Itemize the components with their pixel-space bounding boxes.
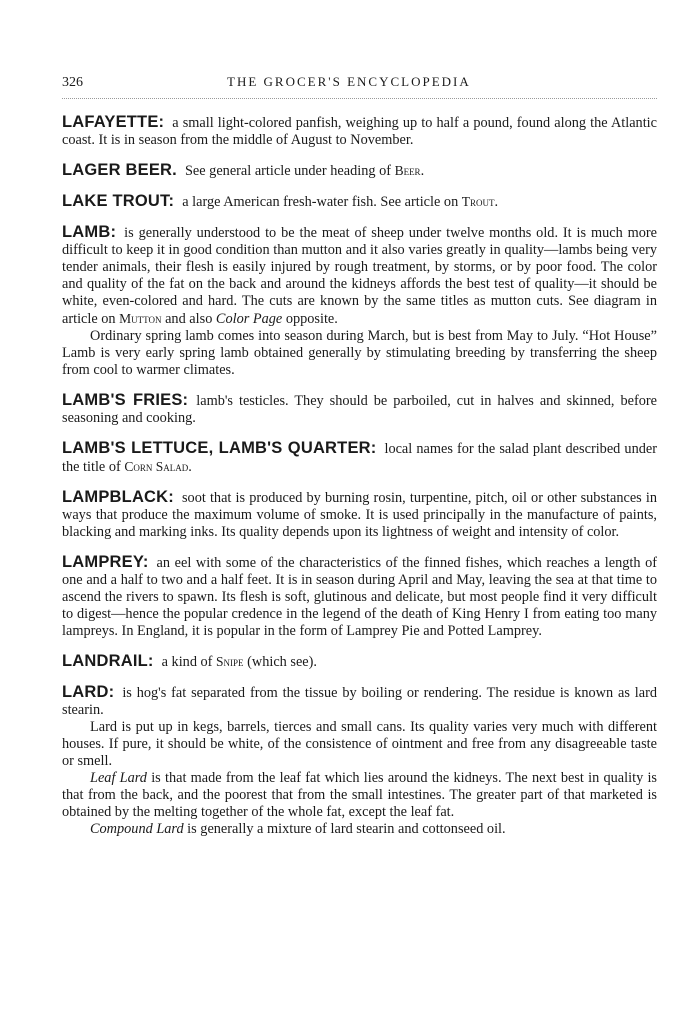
entry-headword: LARD: bbox=[62, 683, 115, 701]
book-page bbox=[62, 74, 657, 851]
book-title: THE GROCER'S ENCYCLOPEDIA bbox=[227, 74, 471, 89]
dictionary-entry bbox=[62, 684, 657, 838]
emphasis-text: Color Page bbox=[215, 311, 283, 327]
body-text: soot that is produced by burning rosin, turpentine, pitch, oil or other substances in ways that produce the maximum volume of smoke. It is used principally in the manufacture of paints, blacking and marking inks. Its quality depends upon its lightness of weight and intensity of color. bbox=[62, 490, 657, 540]
body-text: See general article under heading of bbox=[184, 163, 395, 179]
dictionary-entry bbox=[62, 114, 657, 149]
entry-headword: LAMPREY: bbox=[62, 553, 149, 571]
body-text: is generally understood to be the meat of sheep under twelve months old. It is much more difficult to keep it in good condition than mutton and it also varies greatly in quality—lambs being very tender animals, their flesh is easily injured by rough treatment, by storms, or by poor food. The color and quality of the fat on the back and around the kidneys affords the best test of quality—it should be white, even-colored and hard. The cuts are known by the same titles as mutton cuts. See diagram in article on bbox=[62, 225, 657, 327]
body-text: Ordinary spring lamb comes into season during March, but is best from May to July. “Hot House” Lamb is very early spring lamb obtained generally by stimulating breeding by transferring the sheep from cool to warmer climates. bbox=[62, 328, 657, 378]
entry-definition bbox=[62, 684, 657, 719]
cross-reference: Beer bbox=[394, 163, 421, 178]
entry-paragraph bbox=[62, 821, 657, 838]
body-text: is that made from the leaf fat which lies around the kidneys. The next best in quality is that from the back, and the poorest that from the small intestines. The greater part of that marketed is obtained by the melting together of the whole fat, except the leaf fat. bbox=[62, 770, 657, 820]
entry-list bbox=[62, 114, 657, 838]
body-text: (which see). bbox=[243, 654, 317, 670]
dictionary-entry bbox=[62, 440, 657, 476]
body-text: . bbox=[494, 194, 499, 210]
dictionary-entry bbox=[62, 224, 657, 379]
entry-headword: LAMB'S LETTUCE, LAMB'S QUARTER: bbox=[62, 439, 377, 457]
entry-definition bbox=[62, 554, 657, 640]
body-text: is hog's fat separated from the tissue by boiling or rendering. The residue is known as lard stearin. bbox=[62, 685, 657, 718]
body-text: a large American fresh-water fish. See article on bbox=[182, 194, 462, 210]
body-text: . bbox=[420, 163, 425, 179]
entry-definition bbox=[62, 653, 657, 671]
entry-headword: LAMB: bbox=[62, 223, 117, 241]
body-text: a small light-colored panfish, weighing up to half a pound, found along the Atlantic coast. It is in season from the middle of August to November. bbox=[62, 115, 657, 148]
entry-headword: LAFAYETTE: bbox=[62, 113, 165, 131]
dictionary-entry bbox=[62, 193, 657, 211]
cross-reference: Mutton bbox=[119, 311, 162, 326]
running-head bbox=[62, 74, 657, 92]
body-text: local names for the salad plant described under the title of bbox=[62, 441, 657, 475]
cross-reference: Snipe bbox=[216, 654, 244, 669]
dictionary-entry bbox=[62, 489, 657, 541]
entry-definition bbox=[62, 489, 657, 541]
emphasis-text: Compound Lard bbox=[90, 821, 184, 837]
body-text: lamb's testicles. They should be parboiled, cut in halves and skinned, before seasoning and cooking. bbox=[62, 393, 657, 426]
dictionary-entry bbox=[62, 554, 657, 640]
entry-headword: LANDRAIL: bbox=[62, 652, 154, 670]
cross-reference: Corn Salad bbox=[124, 459, 189, 474]
entry-definition bbox=[62, 224, 657, 328]
entry-headword: LAKE TROUT: bbox=[62, 192, 175, 210]
entry-paragraph bbox=[62, 719, 657, 770]
entry-definition bbox=[62, 193, 657, 211]
entry-headword: LAMB'S FRIES: bbox=[62, 391, 189, 409]
entry-paragraph bbox=[62, 770, 657, 821]
body-text: opposite. bbox=[282, 311, 338, 327]
entry-paragraph bbox=[62, 328, 657, 379]
body-text: and also bbox=[161, 311, 216, 327]
body-text: a kind of bbox=[161, 654, 217, 670]
header-rule bbox=[62, 98, 657, 100]
dictionary-entry bbox=[62, 392, 657, 427]
body-text: . bbox=[188, 459, 192, 475]
entry-definition bbox=[62, 162, 657, 180]
dictionary-entry bbox=[62, 162, 657, 180]
entry-definition bbox=[62, 114, 657, 149]
entry-headword: LAGER BEER. bbox=[62, 161, 177, 179]
entry-definition bbox=[62, 392, 657, 427]
cross-reference: Trout bbox=[461, 194, 495, 209]
page-number: 326 bbox=[62, 75, 83, 90]
entry-definition bbox=[62, 440, 657, 476]
body-text: is generally a mixture of lard stearin and cottonseed oil. bbox=[183, 821, 506, 837]
body-text: an eel with some of the characteristics of the finned fishes, which reaches a length of one and a half to two and a half feet. It is in season during April and May, leaving the sea at that time to ascend the rivers to spawn. Its flesh is soft, glutinous and delicate, but most people find it very difficult to digest—hence the popular credence in the legend of the death of King Henry I from eating too many lampreys. In England, it is popular in the form of Lamprey Pie and Potted Lamprey. bbox=[62, 555, 657, 639]
emphasis-text: Leaf Lard bbox=[90, 770, 147, 786]
entry-headword: LAMPBLACK: bbox=[62, 488, 174, 506]
dictionary-entry bbox=[62, 653, 657, 671]
body-text: Lard is put up in kegs, barrels, tierces and small cans. Its quality varies very much with different houses. If pure, it should be white, of the consistence of ointment and free from any disagreeable taste or smell. bbox=[62, 719, 657, 769]
